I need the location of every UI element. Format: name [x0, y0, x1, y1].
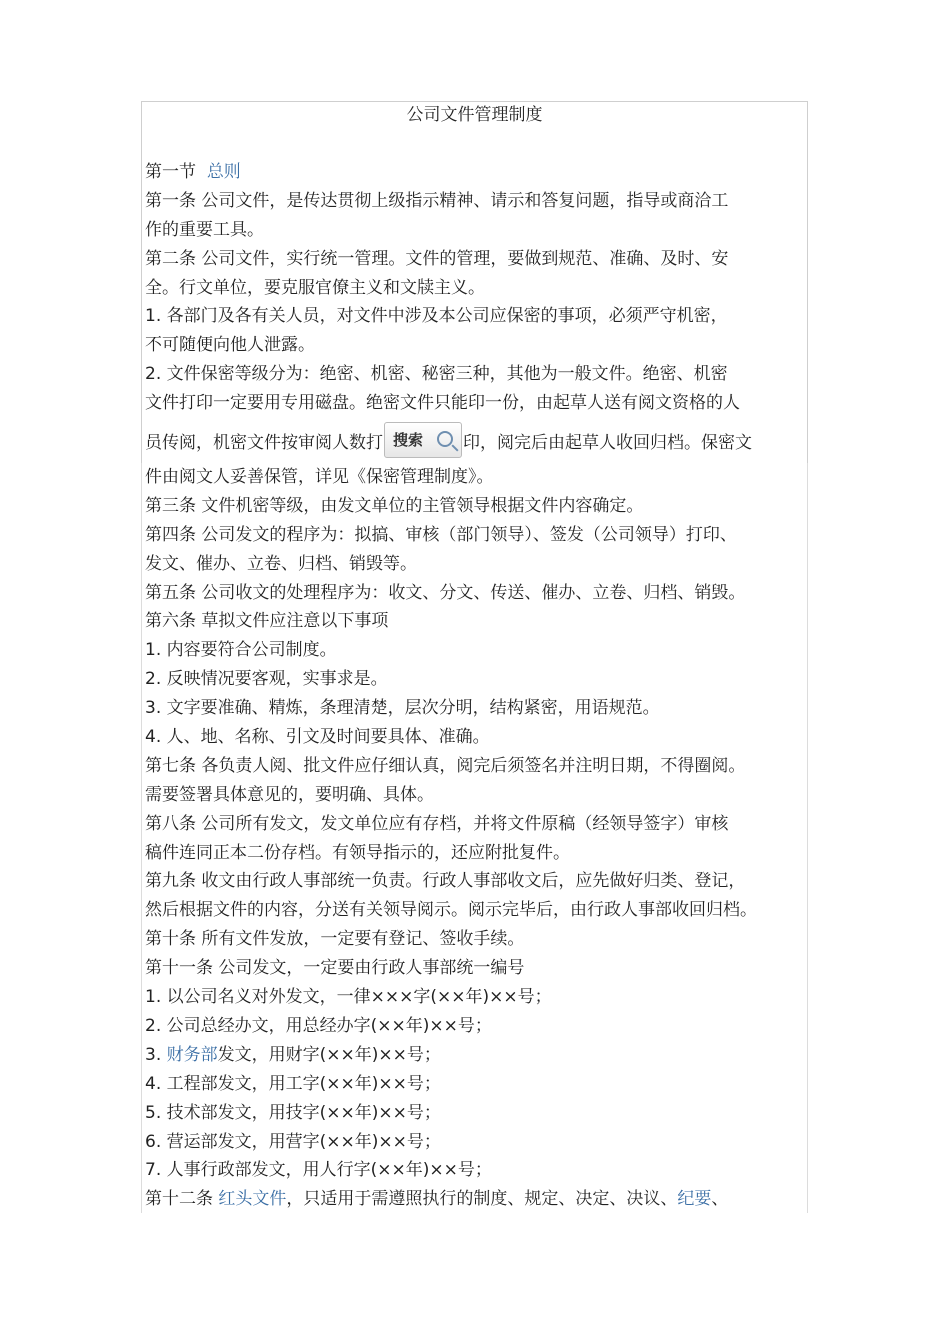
text-line: 第五条 公司收文的处理程序为：收文、分文、传送、催办、立卷、归档、销毁。: [145, 582, 746, 603]
link-general-rules[interactable]: 总则: [206, 162, 241, 182]
text-line: 第十一条 公司发文，一定要由行政人事部统一编号: [145, 958, 525, 979]
search-button[interactable]: 搜索: [384, 422, 462, 458]
text-line: 需要签署具体意见的，要明确、具体。: [145, 784, 434, 805]
text-line: 全。行文单位，要克服官僚主义和文牍主义。: [145, 277, 485, 298]
text-line: 2. 反映情况要客观，实事求是。: [145, 669, 388, 690]
text-line: 件由阅文人妥善保管，详见《保密管理制度》。: [145, 467, 494, 488]
text-line: 7. 人事行政部发文，用人行字(××年)××号；: [145, 1160, 492, 1181]
text-line: 发文、催办、立卷、归档、销毁等。: [145, 553, 417, 574]
text-line: 文件打印一定要用专用磁盘。绝密文件只能印一份，由起草人送有阅文资格的人: [145, 393, 740, 414]
text-line: 3. 财务部发文，用财字(××年)××号；: [145, 1044, 441, 1065]
text-line: 第二条 公司文件，实行统一管理。文件的管理，要做到规范、准确、及时、安: [145, 248, 729, 269]
text-line: 第八条 公司所有发文，发文单位应有存档，并将文件原稿（经领导签字）审核: [145, 813, 729, 834]
text-line: 1. 以公司名义对外发文，一律×××字(××年)××号；: [145, 987, 552, 1008]
text-line: 第七条 各负责人阅、批文件应仔细认真，阅完后须签名并注明日期，不得圈阅。: [145, 755, 746, 776]
text-line: 2. 公司总经办文，用总经办字(××年)××号；: [145, 1015, 492, 1036]
text-line: 第十条 所有文件发放，一定要有登记、签收手续。: [145, 929, 525, 950]
link-red-header-docs[interactable]: 红头文件: [218, 1189, 287, 1210]
document-body: [145, 158, 817, 1214]
text-line: 5. 技术部发文，用技字(××年)××号；: [145, 1102, 441, 1123]
text-line: 第九条 收文由行政人事部统一负责。行政人事部收文后，应先做好归类、登记，: [145, 871, 746, 892]
search-icon: [437, 431, 453, 447]
link-minutes[interactable]: 纪要: [677, 1189, 712, 1210]
text-line: 第六条 草拟文件应注意以下事项: [145, 611, 389, 632]
text-line: 第十二条 红头文件，只适用于需遵照执行的制度、规定、决定、决议、纪要、: [145, 1189, 729, 1210]
text-line: 不可随便向他人泄露。: [145, 335, 315, 356]
document-title: 公司文件管理制度: [406, 105, 543, 125]
text-line: 6. 营运部发文，用营字(××年)××号；: [145, 1131, 441, 1152]
text-line: 3. 文字要准确、精炼，条理清楚，层次分明，结构紧密，用语规范。: [145, 698, 660, 719]
text-line: 2. 文件保密等级分为：绝密、机密、秘密三种，其他为一般文件。绝密、机密: [145, 364, 728, 385]
text-line: 稿件连同正本二份存档。有领导指示的，还应附批复件。: [145, 842, 570, 863]
text-line: 第三条 文件机密等级，由发文单位的主管领导根据文件内容确定。: [145, 495, 644, 516]
text-line: 第四条 公司发文的程序为：拟搞、审核（部门领导）、签发（公司领导）打印、: [145, 524, 737, 545]
link-finance-dept[interactable]: 财务部: [166, 1044, 218, 1065]
text-line: 1. 各部门及各有关人员，对文件中涉及本公司应保密的事项，必须严守机密，: [145, 306, 728, 327]
text-line: 然后根据文件的内容，分送有关领导阅示。阅示完毕后，由行政人事部收回归档。: [145, 900, 757, 921]
text-line: 第一条 公司文件，是传达贯彻上级指示精神、请示和答复问题，指导或商洽工: [145, 190, 729, 211]
text-line: 作的重要工具。: [145, 219, 264, 240]
section-heading: 第一节 总则: [145, 162, 241, 182]
text-line: 1. 内容要符合公司制度。: [145, 640, 337, 661]
text-line: 4. 人、地、名称、引文及时间要具体、准确。: [145, 727, 490, 748]
text-line-with-button: 员传阅，机密文件按审阅人数打 搜索 印，阅完后由起草人收回归档。保密文: [145, 418, 817, 463]
text-line: 4. 工程部发文，用工字(××年)××号；: [145, 1073, 441, 1094]
